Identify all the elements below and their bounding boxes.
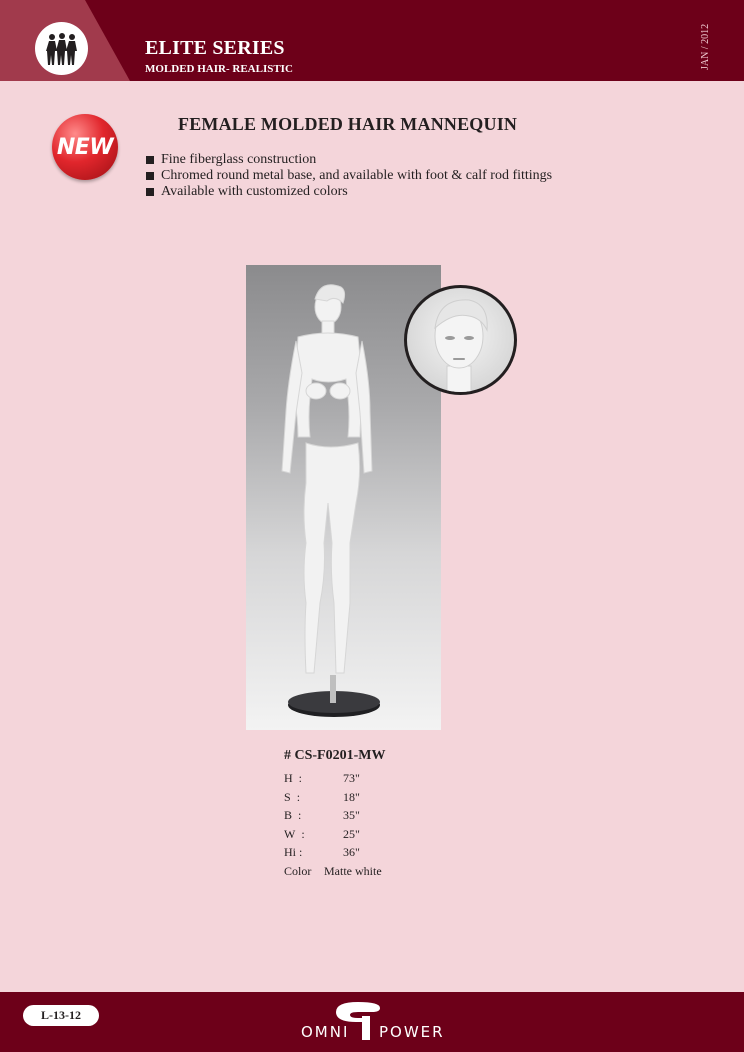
spec-row-bust: B : 35" — [284, 808, 360, 822]
new-badge — [52, 114, 118, 180]
page-number: L-13-12 — [23, 1005, 99, 1026]
new-badge-label: NEW — [56, 134, 114, 160]
spec-row-shoulder: S : 18" — [284, 789, 360, 804]
feature-item: Chromed round metal base, and available with foot & calf rod fittings — [146, 168, 552, 184]
feature-item: Available with customized colors — [146, 184, 552, 200]
square-bullet-icon — [146, 156, 154, 164]
omni-power-logo — [300, 1000, 450, 1045]
product-title: FEMALE MOLDED HAIR MANNEQUIN — [178, 114, 518, 134]
spec-row-color: Color Matte white — [284, 863, 382, 878]
feature-item: Fine fiberglass construction — [146, 152, 552, 168]
series-subtitle: MOLDED HAIR- REALISTIC — [145, 63, 293, 75]
mannequin-group-icon — [35, 22, 88, 75]
spec-row-waist: W : 25" — [284, 826, 360, 841]
product-code: # CS-F0201-MW — [284, 748, 386, 763]
issue-date: JAN / 2012 — [700, 23, 711, 70]
series-title: ELITE SERIES — [145, 37, 285, 59]
brand-name-right: POWER — [379, 1023, 445, 1041]
brand-name-left: OMNI — [301, 1023, 350, 1041]
spec-row-height: H : 73" — [284, 771, 360, 785]
head-closeup-photo — [404, 285, 517, 395]
square-bullet-icon — [146, 188, 154, 196]
square-bullet-icon — [146, 172, 154, 180]
spec-table — [284, 769, 382, 880]
feature-list — [146, 152, 552, 200]
spec-row-hip: Hi : 36" — [284, 845, 360, 859]
